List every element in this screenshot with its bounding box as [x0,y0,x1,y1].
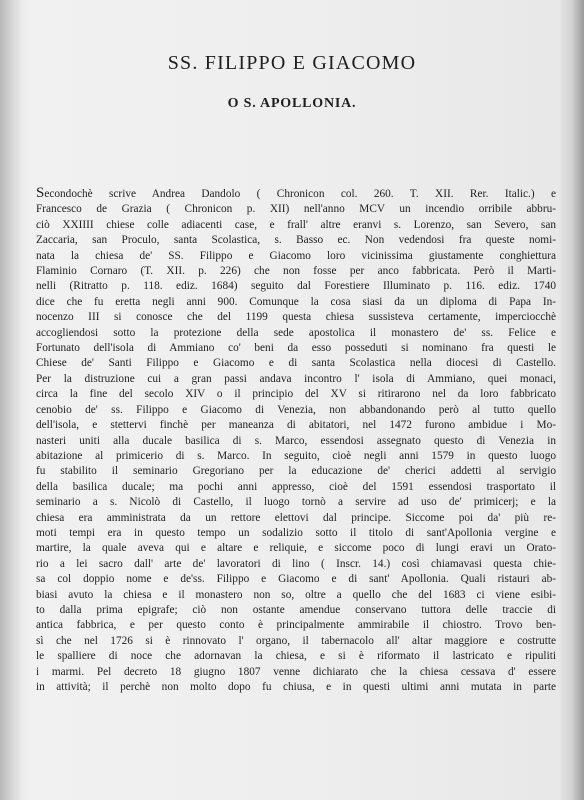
page-edge-shadow [558,0,584,800]
page-title: SS. FILIPPO E GIACOMO [167,52,417,74]
text-line: nata la chiesa de' SS. Filippo e Giacomo loro vicinissima giustamente conghiettura [36,249,556,262]
text-line: biasi avuto la chiesa e il monastero non so, oltre a quello che del 1683 ci viene esibi- [36,588,556,601]
text-line: della basilica ducale; ma pochi anni appresso, cioè del 1591 essendosi trasportato il [36,480,556,493]
text-line: Zaccaria, san Proculo, santa Scolastica, s. Basso ec. Non vedendosi fra queste nomi- [36,234,556,247]
text-line: moti tempi era in questo tempo un sodalizio sotto il titolo di sant'Apollonia vergine e [36,526,556,539]
initial-letter: S [36,185,45,201]
text-line: nasteri uniti alla ducale basilica di s. Marco, essendosi assegnato questo di Venezia in [36,434,556,447]
text-line: martire, la quale aveva qui e altare e reliquie, e siccome poco di lungi eravi un Orato- [36,542,556,555]
text-line: dice che fu eretta negli anni 900. Comunque la cosa siasi da un diploma di Papa In- [36,295,556,308]
text-line: Flaminio Cornaro (T. XII. p. 226) che non fosse per anco fabbricata. Però il Marti- [36,265,556,278]
text-line: in attività; il perchè non molto dopo fu chiusa, e in questi ultimi anni mutata in parte [36,681,556,693]
text-line: chiesa era amministrata da un rettore elettovi dal principe. Siccome poi da' più re- [36,511,556,524]
text-line: fu stabilito il seminario Gregoriano per la educazione de' cherici addetti al servigio [36,465,556,478]
text-line: circa la fine del secolo XIV o il principio del XV si ritirarono nel da loro fabbricato [36,388,556,401]
text-line: le spalliere di noce che adornavan la chiesa, e si è riformato il lastricato e ripuliti [36,650,556,663]
text-line: nocenzo III si conosce che del 1199 questa chiesa sussisteva certamente, imperciocchè [36,311,556,324]
text-line: nelli (Ritratto p. 118. ediz. 1684) seguito dal Forestiere Illuminato p. 116. ediz. 1740 [36,280,556,293]
text-line: cenobio de' ss. Filippo e Giacomo di Venezia, non abbandonando però al tutto quello [36,403,556,416]
text-line: dell'isola, e stettervi finchè per maneanza di abitatori, nel 1472 furono ambidue i Mo- [36,419,556,432]
text-line: antica fabbrica, e per questo conto è principalmente ammirabile il chiostro. Trovo ben- [36,619,556,632]
first-line-text: econdochè scrive Andrea Dandolo ( Chronicon col. 260. T. XII. Rer. Italic.) e [44,188,556,200]
text-line: Per la distruzione cui a gran passi andava incontro l' isola di Ammiano, quei monaci, [36,372,556,385]
text-line: Francesco de Grazia ( Chronicon p. XII) nell'anno MCV un incendio orribile abbru- [36,203,556,216]
text-line: rio a lei sacro dall' arte de' lavoratori di lino ( Inscr. 14.) così chiamavasi questa chie- [36,557,556,570]
text-line: Fortunato dell'isola di Ammiano co' beni da esso posseduti si nominano fra questi le [36,342,556,355]
text-line: sa col doppio nome e de'ss. Filippo e Giacomo e di sant' Apollonia. Quali ristauri ab- [36,573,556,586]
body-paragraph [36,186,556,695]
text-line: ciò XXIIII chiese colle adiacenti case, e frall' altre eranvi s. Lorenzo, san Severo, san [36,218,556,231]
text-line: seminario a s. Nicolò di Castello, il luogo tornò a servire ad uso de' primicerj; e la [36,496,556,509]
text-line: abitazione al primicerio di s. Marco. In seguito, cioè negli anni 1579 in questo luogo [36,449,556,462]
text-line: accogliendosi sotto la protezione della sede apostolica il monastero de' ss. Felice e [36,326,556,339]
text-line: to dalla prima epigrafe; ciò non ostante amendue conservano tuttora delle traccie di [36,603,556,616]
text-line: sì che nel 1726 si è rinnovato l' organo, il tabernacolo all' altar maggiore e costrutte [36,634,556,647]
page-subtitle: O S. APOLLONIA. [227,96,357,111]
page-binding-shadow [0,0,22,800]
text-line: i marmi. Pel decreto 18 giugno 1807 venne dichiarato che la chiesa cessava d' essere [36,665,556,678]
text-line: Chiese de' Santi Filippo e Giacomo e di santa Scolastica nella diocesi di Castello. [36,357,556,370]
text-line [36,186,556,202]
